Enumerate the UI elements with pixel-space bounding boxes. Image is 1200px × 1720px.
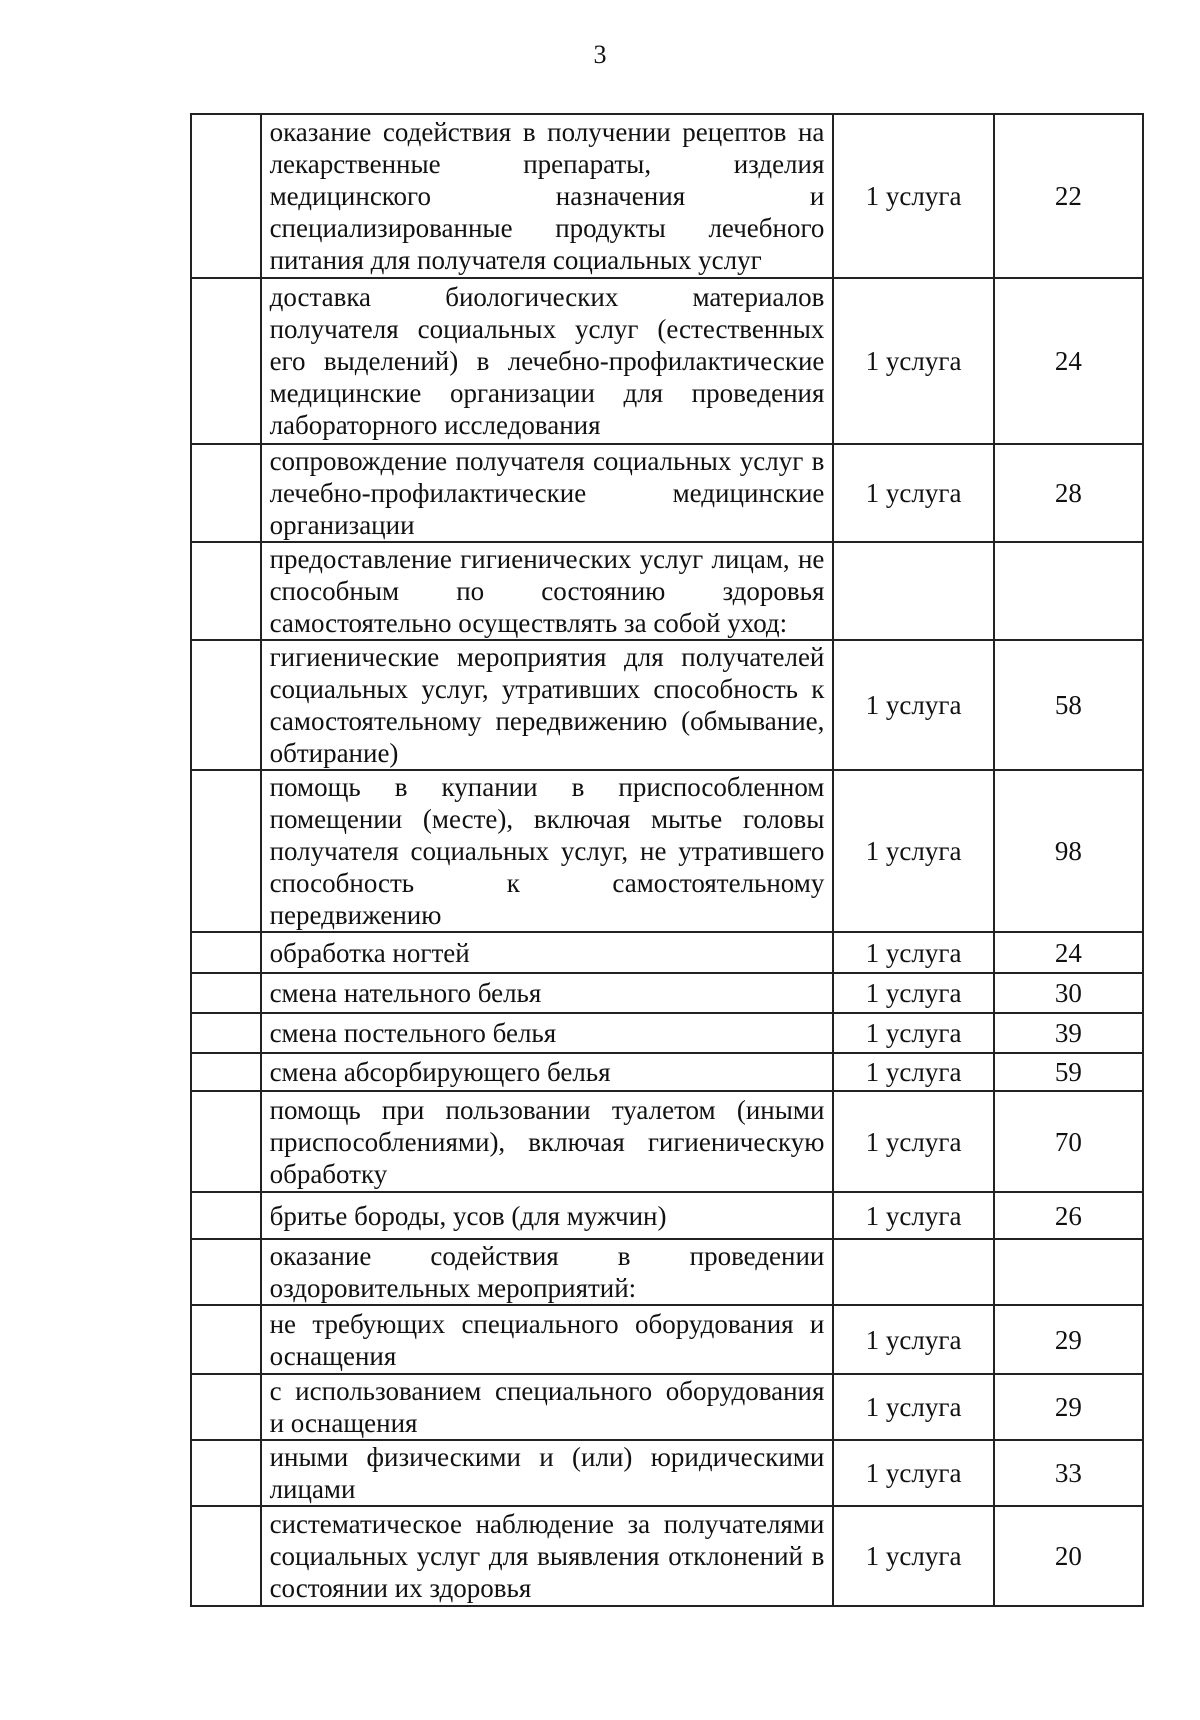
price-cell: 20 <box>994 1506 1143 1606</box>
service-name-cell: гигиенические мероприятия для получателей социальных услуг, утративших способность к самостоятельному передвижению (обмывание, обтирание) <box>261 640 834 770</box>
row-number-cell <box>191 1091 261 1192</box>
price-cell: 30 <box>994 973 1143 1013</box>
price-cell: 28 <box>994 444 1143 542</box>
unit-cell: 1 услуга <box>833 1374 993 1440</box>
service-name-cell: оказание содействия в проведении оздоровительных мероприятий: <box>261 1239 834 1305</box>
row-number-cell <box>191 114 261 278</box>
row-number-cell <box>191 278 261 444</box>
price-cell: 24 <box>994 932 1143 973</box>
table-row <box>191 1192 1143 1239</box>
price-cell: 59 <box>994 1053 1143 1091</box>
service-rates-table <box>190 113 1144 1607</box>
unit-cell: 1 услуга <box>833 444 993 542</box>
price-cell: 58 <box>994 640 1143 770</box>
price-cell: 70 <box>994 1091 1143 1192</box>
price-cell: 22 <box>994 114 1143 278</box>
unit-cell: 1 услуга <box>833 973 993 1013</box>
table-row <box>191 1305 1143 1374</box>
price-cell: 33 <box>994 1440 1143 1506</box>
service-name-cell: помощь в купании в приспособленном помещении (месте), включая мытье головы получателя социальных услуг, не утратившего способность к самостоятельному передвижению <box>261 770 834 932</box>
service-name-cell: с использованием специального оборудования и оснащения <box>261 1374 834 1440</box>
service-name-cell: не требующих специального оборудования и оснащения <box>261 1305 834 1374</box>
unit-cell: 1 услуга <box>833 932 993 973</box>
row-number-cell <box>191 640 261 770</box>
row-number-cell <box>191 770 261 932</box>
service-name-cell: систематическое наблюдение за получателями социальных услуг для выявления отклонений в состоянии их здоровья <box>261 1506 834 1606</box>
unit-cell: 1 услуга <box>833 640 993 770</box>
row-number-cell <box>191 1013 261 1053</box>
row-number-cell <box>191 1192 261 1239</box>
unit-cell: 1 услуга <box>833 1053 993 1091</box>
table-row <box>191 640 1143 770</box>
unit-cell <box>833 1239 993 1305</box>
price-cell: 26 <box>994 1192 1143 1239</box>
price-cell <box>994 1239 1143 1305</box>
service-name-cell: смена нательного белья <box>261 973 834 1013</box>
table-row <box>191 1013 1143 1053</box>
table-row <box>191 770 1143 932</box>
unit-cell: 1 услуга <box>833 1192 993 1239</box>
price-cell <box>994 542 1143 640</box>
service-name-cell: предоставление гигиенических услуг лицам, не способным по состоянию здоровья самостоятельно осуществлять за собой уход: <box>261 542 834 640</box>
table-row <box>191 1091 1143 1192</box>
service-name-cell: сопровождение получателя социальных услуг в лечебно-профилактические медицинские организации <box>261 444 834 542</box>
unit-cell: 1 услуга <box>833 1440 993 1506</box>
service-name-cell: смена постельного белья <box>261 1013 834 1053</box>
unit-cell: 1 услуга <box>833 1305 993 1374</box>
service-name-cell: смена абсорбирующего белья <box>261 1053 834 1091</box>
price-cell: 39 <box>994 1013 1143 1053</box>
table-row <box>191 1374 1143 1440</box>
table-row <box>191 114 1143 278</box>
row-number-cell <box>191 542 261 640</box>
row-number-cell <box>191 932 261 973</box>
price-cell: 24 <box>994 278 1143 444</box>
table-row <box>191 444 1143 542</box>
unit-cell: 1 услуга <box>833 278 993 444</box>
page-number: 3 <box>593 40 607 69</box>
unit-cell: 1 услуга <box>833 1013 993 1053</box>
price-cell: 29 <box>994 1305 1143 1374</box>
row-number-cell <box>191 1374 261 1440</box>
table-row <box>191 1239 1143 1305</box>
price-cell: 29 <box>994 1374 1143 1440</box>
row-number-cell <box>191 1506 261 1606</box>
unit-cell: 1 услуга <box>833 114 993 278</box>
table-row <box>191 932 1143 973</box>
price-cell: 98 <box>994 770 1143 932</box>
row-number-cell <box>191 973 261 1013</box>
service-name-cell: иными физическими и (или) юридическими лицами <box>261 1440 834 1506</box>
table-row <box>191 973 1143 1013</box>
table-row <box>191 1506 1143 1606</box>
service-name-cell: доставка биологических материалов получателя социальных услуг (естественных его выделений) в лечебно-профилактические медицинские организации для проведения лабораторного исследования <box>261 278 834 444</box>
row-number-cell <box>191 444 261 542</box>
unit-cell: 1 услуга <box>833 1091 993 1192</box>
unit-cell <box>833 542 993 640</box>
table-row <box>191 1053 1143 1091</box>
row-number-cell <box>191 1440 261 1506</box>
row-number-cell <box>191 1053 261 1091</box>
service-name-cell: помощь при пользовании туалетом (иными приспособлениями), включая гигиеническую обработку <box>261 1091 834 1192</box>
table-row <box>191 1440 1143 1506</box>
row-number-cell <box>191 1239 261 1305</box>
service-name-cell: обработка ногтей <box>261 932 834 973</box>
unit-cell: 1 услуга <box>833 1506 993 1606</box>
service-name-cell: оказание содействия в получении рецептов на лекарственные препараты, изделия медицинского назначения и специализированные продукты лечебного питания для получателя социальных услуг <box>261 114 834 278</box>
table-row <box>191 542 1143 640</box>
table-row <box>191 278 1143 444</box>
unit-cell: 1 услуга <box>833 770 993 932</box>
service-rates-body <box>191 114 1143 1606</box>
service-name-cell: бритье бороды, усов (для мужчин) <box>261 1192 834 1239</box>
row-number-cell <box>191 1305 261 1374</box>
